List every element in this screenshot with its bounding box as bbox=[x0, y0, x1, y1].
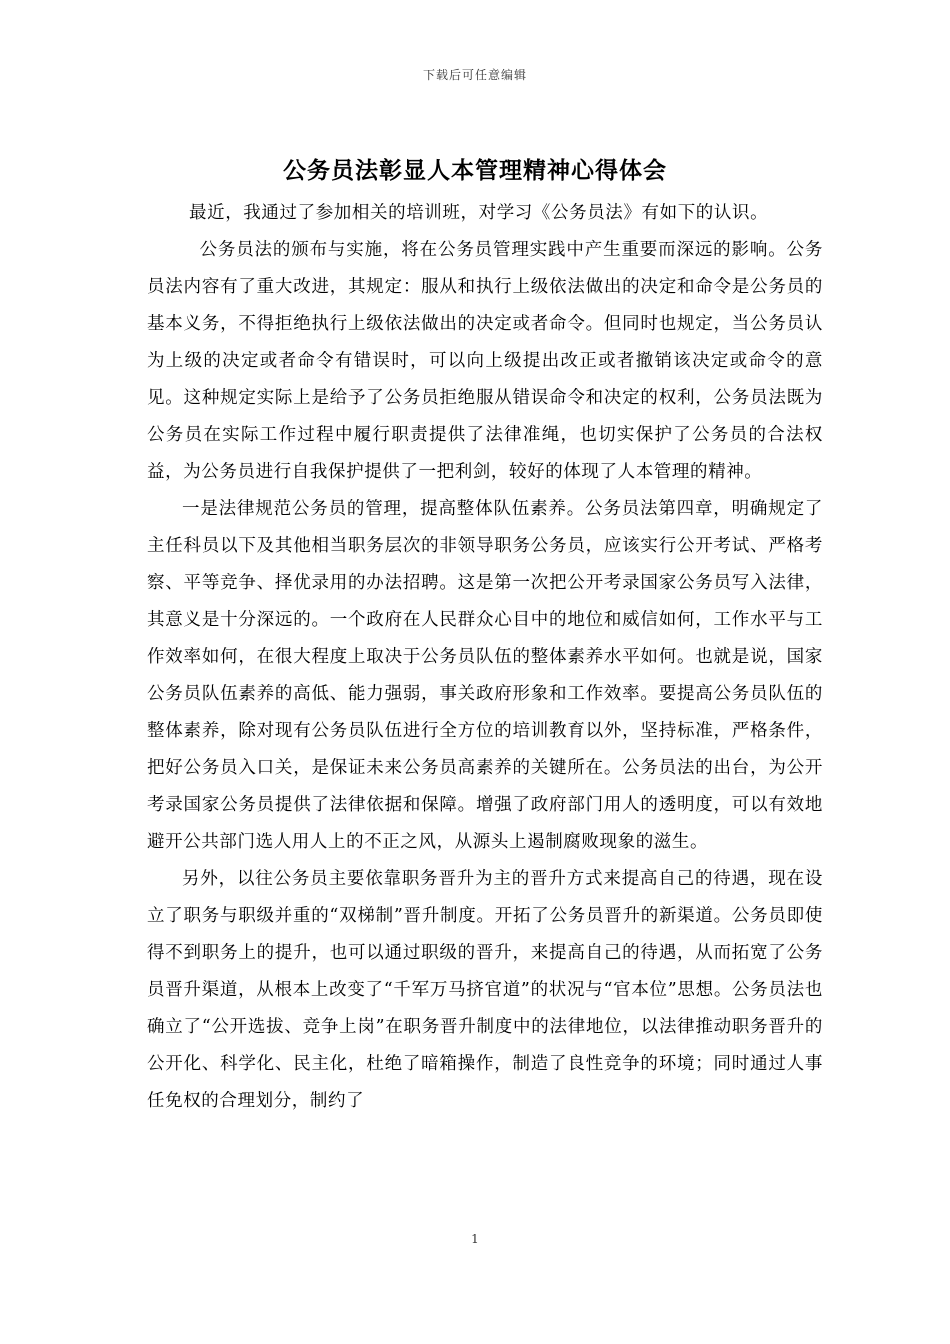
document-title: 公务员法彰显人本管理精神心得体会 bbox=[283, 157, 667, 184]
paragraph-intro: 最近，我通过了参加相关的培训班，对学习《公务员法》有如下的认识。 bbox=[189, 203, 769, 223]
paragraph-recruitment: 一是法律规范公务员的管理，提高整体队伍素养。公务员法第四章，明确规定了主任科员以下及其他相当职务层次的非领导职务公务员，应该实行公开考试、严格考察、平等竞争、择优录用的办法招聘。这是第一次把公开考录国家公务员写入法律，其意义是十分深远的。一个政府在人民群众心目中的地位和威信如何，工作水平与工作效率如何，在很大程度上取决于公务员队伍的整体素养水平如何。也就是说，国家公务员队伍素养的高低、能力强弱，事关政府形象和工作效率。要提高公务员队伍的整体素养，除对现有公务员队伍进行全方位的培训教育以外，坚持标准，严格条件，把好公务员入口关，是保证未来公务员高素养的关键所在。公务员法的出台，为公开考录国家公务员提供了法律依据和保障。增强了政府部门用人的透明度，可以有效地避开公共部门选人用人上的不正之风，从源头上遏制腐败现象的滋生。 bbox=[147, 499, 823, 852]
document-body bbox=[147, 195, 823, 1120]
paragraph-promotion: 另外，以往公务员主要依靠职务晋升为主的晋升方式来提高自己的待遇，现在设立了职务与职级并重的“双梯制”晋升制度。开拓了公务员晋升的新渠道。公务员即使得不到职务上的提升，也可以通过职级的晋升，来提高自己的待遇，从而拓宽了公务员晋升渠道，从根本上改变了“千军万马挤官道”的状况与“官本位”思想。公务员法也确立了“公开选拔、竞争上岗”在职务晋升制度中的法律地位，以法律推动职务晋升的公开化、科学化、民主化，杜绝了暗箱操作，制造了良性竞争的环境；同时通过人事任免权的合理划分，制约了 bbox=[147, 869, 823, 1111]
page-number: 1 bbox=[471, 1232, 479, 1246]
page-header-note: 下载后可任意编辑 bbox=[422, 68, 527, 82]
paragraph-law-impact: 公务员法的颁布与实施，将在公务员管理实践中产生重要而深远的影响。公务员法内容有了重大改进，其规定：服从和执行上级依法做出的决定和命令是公务员的基本义务，不得拒绝执行上级依法做出的决定或者命令。但同时也规定，当公务员认为上级的决定或者命令有错误时，可以向上级提出改正或者撤销该决定或命令的意见。这种规定实际上是给予了公务员拒绝服从错误命令和决定的权利，公务员法既为公务员在实际工作过程中履行职责提供了法律准绳，也切实保护了公务员的合法权益，为公务员进行自我保护提供了一把利剑，较好的体现了人本管理的精神。 bbox=[147, 240, 823, 482]
